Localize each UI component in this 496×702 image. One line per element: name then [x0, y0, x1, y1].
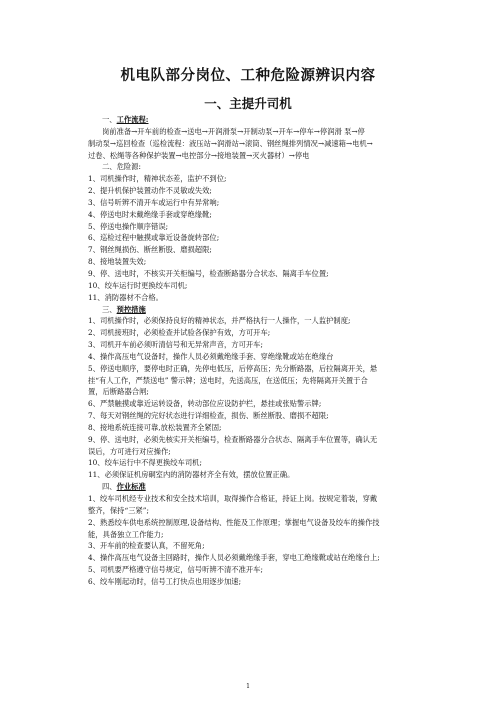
hazard-item: 7、钢丝绳损伤、断丝断股、磨损超限; — [88, 245, 212, 255]
hazard-item: 11、消防器材不合格。 — [88, 292, 163, 302]
measures-heading: 三、预控措施 — [102, 304, 146, 314]
measure-line: 误后，方可进行对应操作; — [88, 446, 171, 456]
measure-line: 1、司机操作时，必须保持良好的精神状态，并严格执行一人操作，一人监护制度; — [88, 316, 351, 326]
measure-line: 2、司机接班时，必须检查并试验各保护有效，方可开车; — [88, 328, 271, 338]
workflow-line: 过卷、松绳等各种保护装置→电控部分→接地装置→灭火器材）→停电 — [88, 150, 310, 160]
standard-line: 5、司机要严格遵守信号规定，信号听辨不清不准开车; — [88, 565, 263, 575]
standard-line: 能，具备独立工作能力; — [88, 529, 164, 539]
hazard-item: 5、停送电操作顺序错误; — [88, 221, 169, 231]
measure-line: 10、绞车运行中不得更换绞车司机; — [88, 458, 202, 468]
standard-line: 6、绞车刚起动时，信号工打快点也用逐步加速; — [88, 576, 242, 586]
measure-line: 3、司机开车前必须听清信号和无异常声音，方可开车; — [88, 340, 263, 350]
hazard-item: 6、巡检过程中触摸或靠近设备旋转部位; — [88, 233, 220, 243]
workflow-heading: 一、工作流程: — [102, 115, 149, 124]
standard-line: 4、操作高压电气设备主回路时，操作人员必须戴绝缘手套，穿电工绝缘靴或站在绝缘台上; — [88, 553, 380, 563]
page-number: 1 — [246, 683, 250, 690]
hazard-item: 3、信号听辨不清开车或运行中有异常响; — [88, 197, 220, 207]
hazard-item: 10、绞车运行时更换绞车司机; — [88, 280, 188, 290]
measure-line: 9、停、送电时，必须先核实开关柜编号，检查断路器分合状态、隔离手车位置等，确认无 — [88, 434, 378, 444]
measure-line: 7、每天对钢丝绳的完好状态进行详细检查，损伤、断丝断股、磨损不超限; — [88, 411, 329, 421]
hazard-item: 4、停送电时未戴绝缘手套或穿绝缘靴; — [88, 209, 212, 219]
standard-line: 整齐，保持“三紧”; — [88, 505, 149, 515]
workflow-line: 岗前准备→开车前的检查→送电→开润滑泵→开制动泵→开车→停车→停润滑 泵→停 — [102, 126, 365, 136]
measure-line: 8、接地系统连接可靠,放松装置齐全紧固; — [88, 422, 222, 432]
hazards-heading: 二、危险源: — [102, 162, 141, 172]
document-title: 机电队部分岗位、工种危险源辨识内容 — [120, 68, 376, 84]
hazard-item: 2、提升机保护装置动作不灵敏或失效; — [88, 186, 212, 196]
hazard-item: 9、停、送电时，不核实开关柜编号，检查断路器分合状态、隔离手车位置; — [88, 268, 329, 278]
measure-line: 6、严禁触摸或靠近运转设备，转动部位应设防护栏，悬挂或张贴警示牌; — [88, 399, 322, 409]
standard-line: 2、熟悉绞车供电系统控制原理,设备结构、性能及工作原理；掌握电气设备及绞车的操作技 — [88, 517, 380, 527]
document-body — [88, 114, 414, 588]
section-subtitle: 一、主提升司机 — [204, 96, 292, 111]
hazard-item: 8、接地装置失效; — [88, 257, 147, 267]
measure-line: 4、操作高压电气设备时，操作人员必须戴绝缘手套、穿绝缘靴或站在绝缘台 — [88, 351, 334, 361]
measure-line: 5、停送电顺序，要停电时正确，先停电低压，后停高压；先分断路器，后拉隔离开关，悬 — [88, 363, 378, 373]
standard-line: 3、开车前的检查要认真，不留死角; — [88, 541, 205, 551]
standards-heading: 四、作业标准 — [102, 482, 146, 492]
standard-line: 1、绞车司机经专业技术和安全技术培训，取得操作合格证，持证上岗。按规定着装，穿戴 — [88, 494, 378, 503]
measure-line: 挂“有人工作，严禁送电” 警示牌；送电时，先送高压，在送低压；先将隔离开关置于合 — [88, 375, 368, 385]
hazard-item: 1、司机操作时，精神状态差，监护不到位; — [88, 174, 227, 184]
workflow-line: 制动泵→巡回检查（巡检流程：液压站→润滑站→滚筒、钢丝绳排列情况→减速箱→电机→ — [88, 138, 373, 148]
measure-line: 11、必须保证机房硐室内的消防器材齐全有效，摆放位置正确。 — [88, 470, 295, 480]
measure-line: 置，后断路器合闸; — [88, 387, 149, 397]
